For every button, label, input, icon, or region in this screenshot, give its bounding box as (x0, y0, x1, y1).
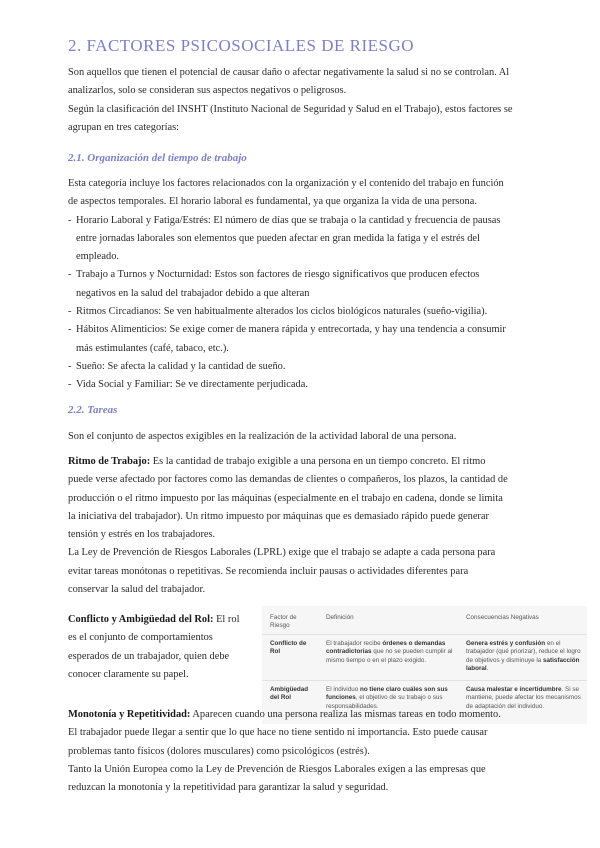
section-heading-tareas: 2.2. Tareas (68, 404, 118, 416)
text-span: Es la cantidad de trabajo exigible a una persona en un tiempo concreto. El ritmo (150, 456, 486, 467)
text-line: Vida Social y Familiar: Se ve directamente perjudicada. (76, 379, 308, 391)
text-line: Hábitos Alimenticios: Se exige comer de manera rápida y entrecortada, y hay una tendencia a consumir (76, 324, 506, 336)
text-line: Trabajo a Turnos y Nocturnidad: Estos son factores de riesgo significativos que producen efectos (76, 269, 480, 281)
text-line: esperados de un trabajador, quien debe (68, 650, 230, 662)
text-line: Tanto la Unión Europea como la Ley de Prevención de Riesgos Laborales exigen a las empresas que (68, 763, 486, 775)
text-line: agrupan en tres categorías: (68, 121, 180, 133)
text-line: analizarlos, solo se consideran sus aspectos negativos o peligrosos. (68, 85, 347, 97)
text-line (68, 706, 534, 724)
table-cell-factor: Ambigüedad del Rol (270, 686, 309, 702)
text-line: problemas tanto físicos (dolores musculares) como psicológicos (estrés). (68, 745, 370, 757)
list-item: - Horario Laboral y Fatiga/Estrés: El número de días que se trabaja o la cantidad y frecuencia de pausas entre jornadas laborales son elementos que pueden afectar en gran medida la fatiga y el estrés del empleado. (68, 212, 534, 267)
conflicto-label: Conflicto y Ambigüedad del Rol: (68, 614, 214, 625)
table-cell-consequences: Genera estrés y confusión en el trabajador (qué priorizar), reduce el logro de objetivos y disminuye la satisfacción laboral. (466, 640, 581, 672)
ritmo-label: Ritmo de Trabajo: (68, 456, 151, 467)
text-line: la iniciativa del trabajador). Un ritmo impuesto por máquinas que es demasiado rápido puede generar (68, 510, 489, 522)
text-line: puede verse afectado por factores como las demandas de clientes o compañeros, los plazos, la cantidad de (68, 474, 508, 486)
page-title: 2. FACTORES PSICOSOCIALES DE RIESGO (68, 36, 415, 55)
text-line: El trabajador puede llegar a sentir que lo que hace no tiene sentido ni importancia. Esto puede causar (68, 727, 488, 739)
list-item: - Trabajo a Turnos y Nocturnidad: Estos son factores de riesgo significativos que producen efectos negativos en la salud del trabajador debido a que alteran (68, 266, 534, 303)
text-line: Horario Laboral y Fatiga/Estrés: El número de días que se trabaja o la cantidad y frecuencia de pausas (76, 214, 501, 226)
table-divider (262, 680, 587, 681)
conflicto-paragraph (68, 611, 258, 684)
intro-paragraph (68, 64, 534, 137)
text-line: conservar la salud del trabajador. (68, 584, 206, 596)
list-item: - Ritmos Circadianos: Se ven habitualmente alterados los ciclos biológicos naturales (sueño-vigilia). (68, 303, 534, 321)
text-line: tensión y estrés en los trabajadores. (68, 529, 216, 541)
text-line: reduzcan la monotonía y la repetitividad para garantizar la salud y seguridad. (68, 782, 389, 794)
text-line: Son aquellos que tienen el potencial de causar daño o afectar negativamente la salud si no se controlan. Al (68, 67, 510, 78)
text-line: es el conjunto de comportamientos (68, 632, 213, 644)
text-line: de aspectos temporales. El horario laboral es fundamental, ya que organiza la vida de una persona. (68, 196, 477, 208)
table-cell-definition: El trabajador recibe órdenes o demandas contradictorias que no se pueden cumplir al mismo tiempo o en el plazo exigido. (326, 640, 453, 664)
text-line: Son el conjunto de aspectos exigibles en la realización de la actividad laboral de una persona. (68, 431, 457, 442)
text-line: evitar tareas monótonas o repetitivas. Se recomienda incluir pausas o actividades diferentes para (68, 565, 469, 577)
text-span: Aparecen cuando una persona realiza las mismas tareas en todo momento. (190, 709, 501, 720)
table-header-cell: Consecuencias Negativas (466, 614, 539, 621)
text-line: más estimulantes (café, tabaco, etc.). (76, 342, 229, 354)
table-header-cell: Definición (326, 614, 354, 621)
section1-content (68, 175, 534, 395)
text-line: Sueño: Se afecta la calidad y la cantidad de sueño. (76, 360, 286, 372)
text-line (68, 611, 258, 629)
text-line (68, 453, 534, 471)
ritmo-paragraph (68, 453, 534, 599)
table-divider (262, 634, 587, 635)
text-line: empleado. (76, 251, 119, 263)
text-line: conocer claramente su papel. (68, 668, 189, 680)
list-item: - Vida Social y Familiar: Se ve directamente perjudicada. (68, 376, 534, 394)
monotonia-label: Monotonía y Repetitividad: (68, 709, 191, 720)
text-line: La Ley de Prevención de Riesgos Laborales (LPRL) exige que el trabajo se adapte a cada persona para (68, 547, 496, 559)
text-span: El rol (213, 614, 240, 625)
text-line: entre jornadas laborales son elementos que pueden afectar en gran medida la fatiga y el estrés del (76, 232, 480, 244)
section-heading-organizacion: 2.1. Organización del tiempo de trabajo (68, 152, 247, 164)
table-cell-consequences: Causa malestar e incertidumbre. Si se mantiene, puede afectar los mecanismos de adaptación del individuo. (466, 686, 581, 710)
text-line: Ritmos Circadianos: Se ven habitualmente alterados los ciclos biológicos naturales (sueño-vigilia). (76, 306, 488, 318)
table-cell-factor: Conflicto de Rol (270, 640, 307, 656)
table-cell-definition: El individuo no tiene claro cuáles son sus funciones, el objetivo de su trabajo o sus responsabilidades. (326, 686, 448, 710)
list-item: - Sueño: Se afecta la calidad y la cantidad de sueño. (68, 358, 534, 376)
text-line: Esta categoría incluye los factores relacionados con la organización y el contenido del trabajo en función (68, 178, 504, 189)
list-item: - Hábitos Alimenticios: Se exige comer de manera rápida y entrecortada, y hay una tendencia a consumir más estimulantes (café, tabaco, etc.). (68, 321, 534, 358)
text-line: Según la clasificación del INSHT (Instituto Nacional de Seguridad y Salud en el Trabajo), estos factores se (68, 103, 513, 115)
text-line: producción o el ritmo impuesto por las máquinas (especialmente en el trabajo en cadena, donde se limita (68, 492, 503, 504)
table-header-cell: Factor de Riesgo (270, 614, 297, 630)
tareas-paragraph (68, 428, 534, 446)
monotonia-paragraph (68, 706, 534, 797)
text-line: negativos en la salud del trabajador debido a que alteran (76, 287, 310, 299)
